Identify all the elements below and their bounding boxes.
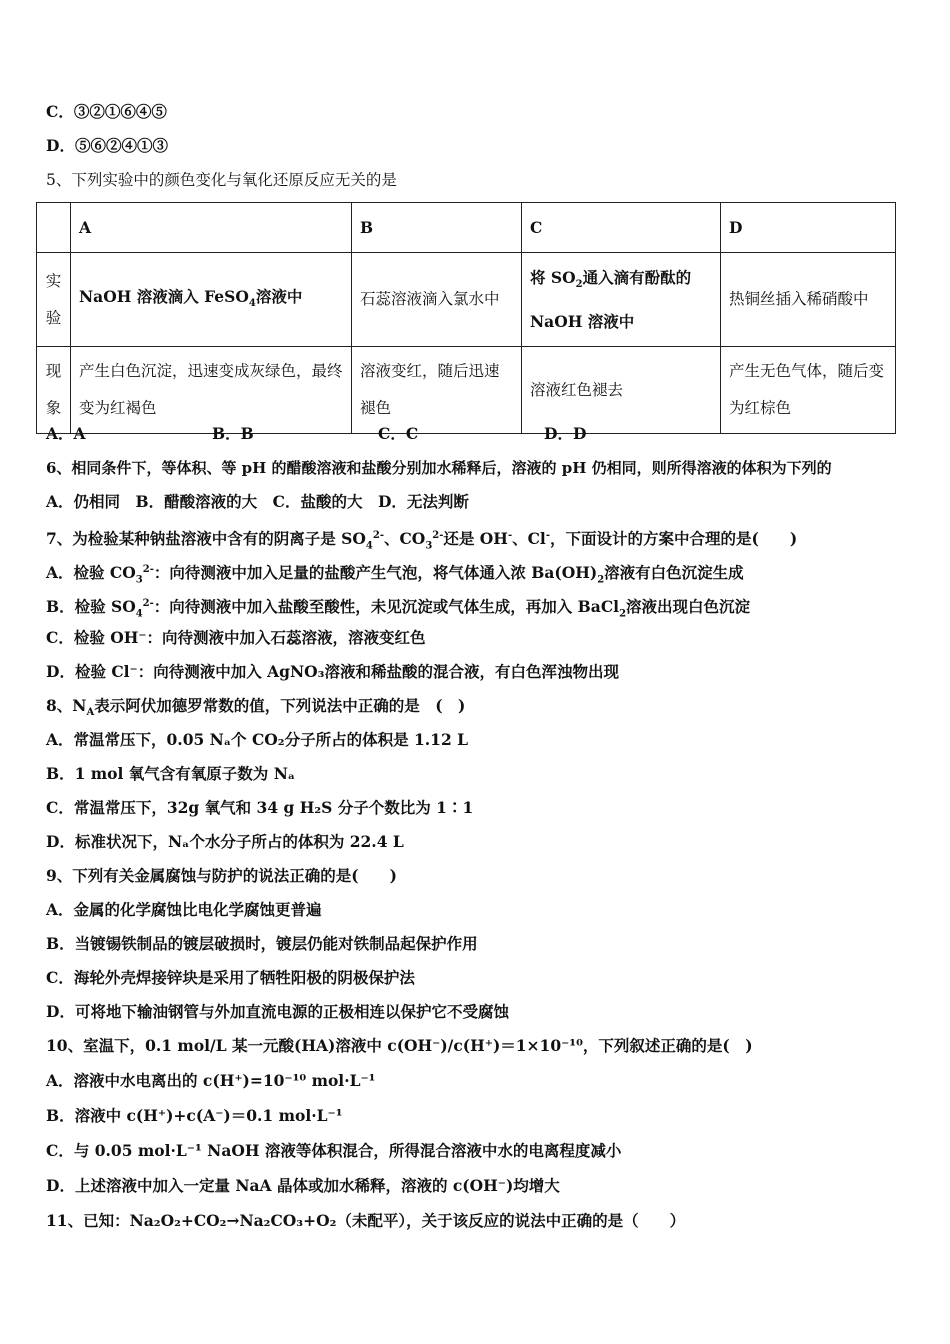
obs-c: 溶液红色褪去 [522, 347, 721, 434]
header-a: A [71, 203, 352, 253]
q10-stem: 10、室温下，0.1 mol/L 某一元酸(HA)溶液中 c(OH⁻)/c(H⁺)＝1×10⁻¹⁰，下列叙述正确的是( ) [46, 1036, 753, 1055]
q9-stem: 9、下列有关金属腐蚀与防护的说法正确的是( ) [46, 866, 397, 885]
exp-b: 石蕊溶液滴入氯水中 [352, 253, 522, 347]
q10-option-b: B．溶液中 c(H⁺)+c(A⁻)＝0.1 mol·L⁻¹ [46, 1106, 343, 1125]
q8-stem: 8、$N_A$表示阿伏加德罗常数的值，下列说法中正确的是 ( ) [46, 696, 466, 719]
q8-option-b: B．1 mol 氧气含有氧原子数为 Nₐ [46, 764, 296, 783]
q7-stem: 7、为检验某种钠盐溶液中含有的阴离子是 $SO_4^{2-}$、$CO_3^{2-}$还是 OH-、Cl-，下面设计的方案中合理的是( ) [46, 529, 798, 552]
q10-option-c: C．与 0.05 mol·L⁻¹ NaOH 溶液等体积混合，所得混合溶液中水的电离程度减小 [46, 1141, 622, 1160]
q7-option-b: B．检验 $SO_4^{2-}$：向待测液中加入盐酸至酸性，未见沉淀或气体生成，再加入 BaCl$_2$溶液出现白色沉淀 [46, 597, 751, 620]
q10-option-d: D．上述溶液中加入一定量 NaA 晶体或加水稀释，溶液的 c(OH⁻)均增大 [46, 1176, 560, 1195]
q7-option-c: C．检验 OH⁻：向待测液中加入石蕊溶液，溶液变红色 [46, 628, 426, 647]
q5-experiment-table [36, 202, 896, 434]
q9-option-b: B．当镀锡铁制品的镀层破损时，镀层仍能对铁制品起保护作用 [46, 934, 478, 953]
row-label-experiment: 实验 [37, 253, 71, 347]
obs-a: 产生白色沉淀，迅速变成灰绿色，最终变为红褐色 [71, 347, 352, 434]
q5-option-b: B．B [212, 424, 254, 443]
q9-option-d: D．可将地下输油钢管与外加直流电源的正极相连以保护它不受腐蚀 [46, 1002, 509, 1021]
q8-option-c: C．常温常压下，32g 氧气和 34 g H₂S 分子个数比为 1∶1 [46, 798, 474, 817]
option-c-order: C．③②①⑥④⑤ [46, 102, 167, 121]
q5-option-d: D．D [544, 424, 587, 443]
header-d: D [721, 203, 896, 253]
header-b: B [352, 203, 522, 253]
q11-stem: 11、已知：Na₂O₂+CO₂→Na₂CO₃+O₂（未配平），关于该反应的说法中正确的是（ ） [46, 1211, 686, 1230]
q5-stem: 5、下列实验中的颜色变化与氧化还原反应无关的是 [46, 171, 397, 189]
q9-option-a: A．金属的化学腐蚀比电化学腐蚀更普遍 [46, 900, 322, 919]
q7-option-d: D．检验 Cl⁻：向待测液中加入 AgNO₃溶液和稀盐酸的混合液，有白色浑浊物出现 [46, 662, 619, 681]
q5-option-c: C．C [378, 424, 419, 443]
obs-b: 溶液变红，随后迅速褪色 [352, 347, 522, 434]
exp-c: 将 $SO_2$通入滴有酚酞的 NaOH 溶液中 [522, 253, 721, 347]
q8-option-d: D．标准状况下，Nₐ个水分子所占的体积为 22.4 L [46, 832, 404, 851]
q6-options: A．仍相同 B．醋酸溶液的大 C．盐酸的大 D．无法判断 [46, 492, 469, 511]
q9-option-c: C．海轮外壳焊接锌块是采用了牺牲阳极的阴极保护法 [46, 968, 415, 987]
obs-d: 产生无色气体，随后变为红棕色 [721, 347, 896, 434]
q5-option-a: A．A [46, 424, 86, 443]
header-c: C [522, 203, 721, 253]
q7-option-a: A．检验 $CO_3^{2-}$：向待测液中加入足量的盐酸产生气泡，将气体通入浓 $Ba(OH)_2$溶液有白色沉淀生成 [46, 563, 744, 586]
q10-option-a: A．溶液中水电离出的 c(H⁺)=10⁻¹⁰ mol·L⁻¹ [46, 1071, 376, 1090]
exp-d: 热铜丝插入稀硝酸中 [721, 253, 896, 347]
q6-stem: 6、相同条件下，等体积、等 pH 的醋酸溶液和盐酸分别加水稀释后，溶液的 pH 仍相同，则所得溶液的体积为下列的 [46, 459, 832, 477]
exp-a: NaOH 溶液滴入 FeSO$_4$溶液中 [71, 253, 352, 347]
row-label-observation: 现象 [37, 347, 71, 434]
table-corner-cell [37, 203, 71, 253]
q8-option-a: A．常温常压下，0.05 Nₐ个 CO₂分子所占的体积是 1.12 L [46, 730, 469, 749]
option-d-order: D．⑤⑥②④①③ [46, 136, 168, 155]
